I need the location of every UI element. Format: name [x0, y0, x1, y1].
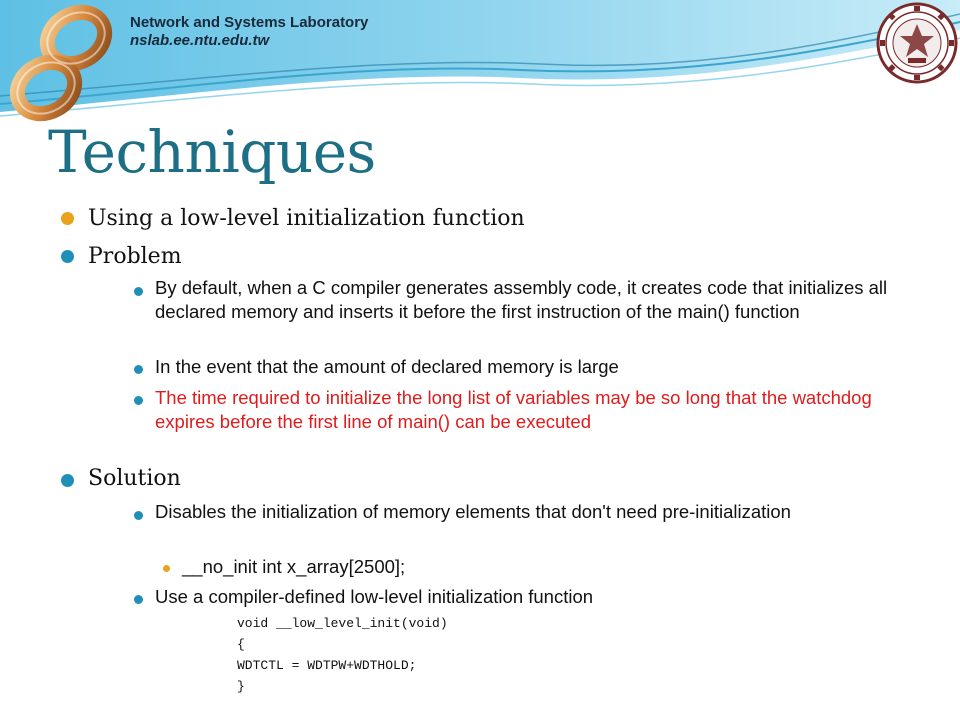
lab-logo-icon	[8, 4, 118, 124]
problem-item-watchdog: The time required to initialize the long list of variables may be so long that the watchdog expires before the first line of main() can be executed	[155, 387, 872, 432]
bullet-dot-icon	[134, 287, 143, 296]
lab-url: nslab.ee.ntu.edu.tw	[130, 32, 270, 49]
bullet-level1-problem: Problem	[88, 244, 182, 269]
solution-item-disable-init: Disables the initialization of memory elements that don't need pre-initialization	[155, 501, 791, 522]
problem-item-default: By default, when a C compiler generates assembly code, it creates code that initializes all declared memory and inserts it before the first instruction of the main() function	[155, 277, 888, 322]
code-line: {	[237, 637, 245, 652]
bullet-dot-icon	[163, 565, 170, 572]
problem-item-large-memory: In the event that the amount of declared memory is large	[155, 356, 619, 377]
code-line: WDTCTL = WDTPW+WDTHOLD;	[237, 658, 417, 673]
bullet-level1-init: Using a low-level initialization function	[88, 206, 525, 231]
code-line: void __low_level_init(void)	[237, 616, 448, 631]
bullet-level1-solution: Solution	[88, 466, 181, 491]
solution-sub-item-no-init: __no_init int x_array[2500];	[182, 556, 406, 577]
bullet-dot-icon	[61, 212, 74, 225]
lab-name: Network and Systems Laboratory	[130, 14, 369, 31]
code-line: }	[237, 679, 245, 694]
bullet-dot-icon	[134, 511, 143, 520]
solution-item-low-level-init: Use a compiler-defined low-level initialization function	[155, 586, 594, 607]
university-seal-icon	[876, 2, 958, 84]
bullet-dot-icon	[134, 396, 143, 405]
bullet-dot-icon	[61, 250, 74, 263]
bullet-dot-icon	[134, 595, 143, 604]
bullet-dot-icon	[134, 365, 143, 374]
slide-title: Techniques	[48, 118, 376, 186]
bullet-dot-icon	[61, 474, 74, 487]
